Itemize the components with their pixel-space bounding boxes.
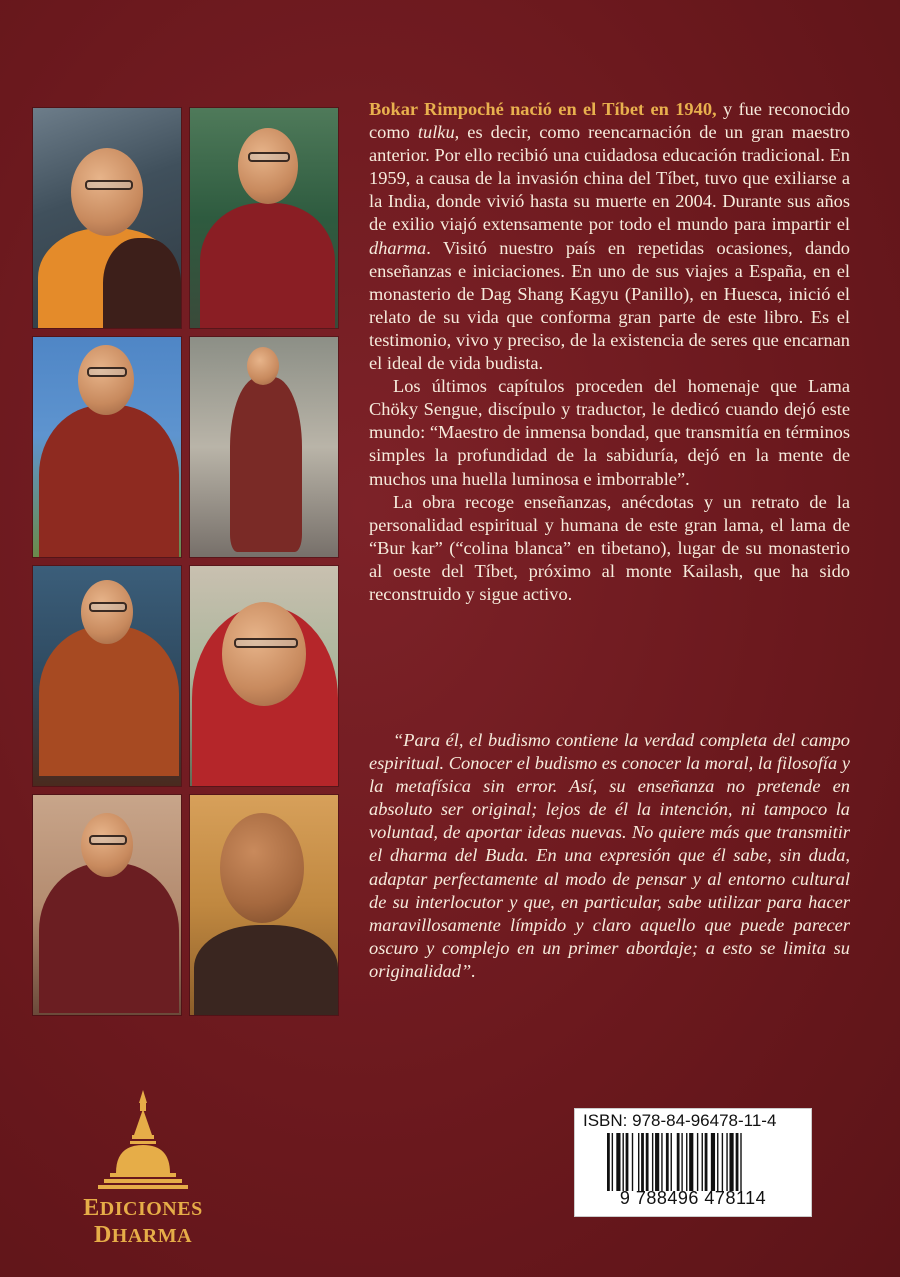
- highlight-title: Bokar Rimpoché nació en el Tíbet en 1940,: [369, 99, 717, 119]
- description-text: [369, 98, 850, 606]
- publisher-name: [38, 1195, 248, 1249]
- dharma-term: dharma: [369, 237, 427, 258]
- photo-lama-walking: [190, 337, 338, 557]
- photo-lama-orange-robe: [33, 108, 181, 328]
- quote-block: [369, 729, 850, 983]
- photo-young-lama: [190, 795, 338, 1015]
- photo-lama-red-hood: [190, 566, 338, 786]
- photo-lama-sky: [33, 337, 181, 557]
- tulku-term: tulku: [417, 122, 455, 143]
- paragraph-2: Los últimos capítulos proceden del homenaje que Lama Chöky Sengue, discípulo y traductor, le dedicó cuando dejó este mundo: “Maestro de inmensa bondad, que transmitía en términos simples la profundidad de la sabiduría, dejó en la mente de muchos una huella luminosa e imborrable”.: [369, 376, 850, 489]
- paragraph-1-part-c: . Visitó nuestro país en repetidas ocasiones, dando enseñanzas e iniciaciones. En uno de sus viajes a España, en el monasterio de Dag Shang Kagyu (Panillo), en Huesca, inició el relato de su vida que conforma gran parte de este libro. Es el testimonio, vivo y preciso, de la existencia de seres que encarnan el ideal de vida budista.: [369, 237, 850, 374]
- barcode-icon: [607, 1133, 785, 1191]
- publisher-initial-2: D: [93, 1222, 112, 1248]
- photo-lama-praying: [33, 566, 181, 786]
- paragraph-3: La obra recoge enseñanzas, anécdotas y un retrato de la personalidad espiritual y humana de este gran lama, el lama de “Bur kar” (“colina blanca” en tibetano), lugar de su monasterio al oeste del Tíbet, próximo al monte Kailash, que ha sido reconstruido y sigue activo.: [369, 491, 850, 604]
- paragraph-1-part-a: y fue reconocido como: [369, 99, 851, 143]
- paragraph-1-part-b: , es decir, como reencarnación de un gran maestro anterior. Por ello recibió una cuidadosa educación tradicional. En 1959, a causa de la invasión china del Tíbet, tuvo que exiliarse a la India, donde vivió hasta su muerte en 2004. Durante sus años de exilio viajó extensamente por todo el mundo para impartir el: [369, 122, 850, 235]
- publisher-initial-1: E: [83, 1195, 100, 1221]
- isbn-label: ISBN: 978-84-96478-11-4: [583, 1111, 777, 1130]
- publisher-word-1: DICIONES: [99, 1198, 203, 1220]
- quote-text: “Para él, el budismo contiene la verdad completa del campo espiritual. Conocer el budismo es conocer la moral, la filosofía y la metafísica sin error. Así, su enseñanza no pretende en absoluto ser original; lejos de él la intención, ni tampoco la voluntad, de aportar ideas nuevas. No quiere más que transmitir el dharma del Buda. En una expresión que él sabe, sin duda, adaptar perfectamente al modo de pensar y al entorno cultural de su interlocutor y que, en particular, sabe utilizar para hacer maravillosamente límpido y claro aquello que puede parecer oscuro y complejo en un primer abordaje; a esto se limita su originalidad”.: [369, 730, 850, 981]
- publisher-word-2: HARMA: [111, 1225, 193, 1247]
- photo-grid: [33, 108, 341, 1013]
- paragraph-1: [369, 98, 850, 375]
- isbn-number: 9 788496 478114: [619, 1188, 767, 1208]
- photo-lama-seated: [33, 795, 181, 1015]
- photo-lama-outdoor: [190, 108, 338, 328]
- isbn-barcode-box: [574, 1108, 812, 1217]
